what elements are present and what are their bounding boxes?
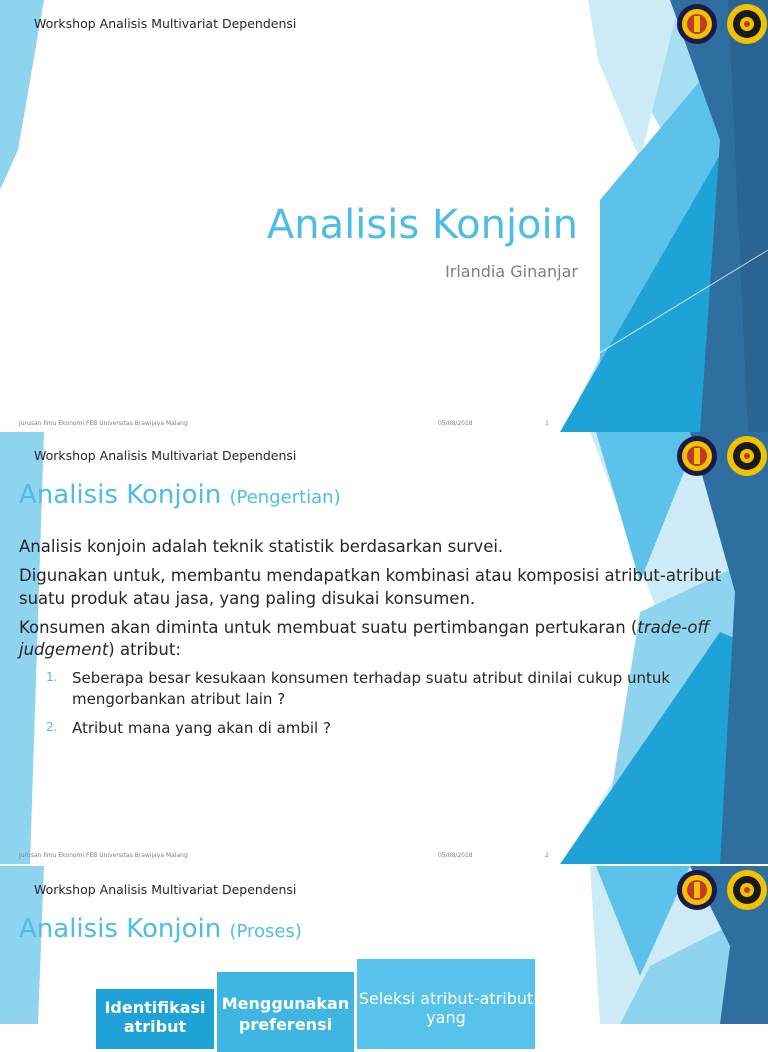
list-number: 1. bbox=[46, 670, 58, 685]
slide-proses bbox=[0, 866, 768, 1036]
footer-date: 05/08/2018 bbox=[438, 420, 473, 427]
slide-heading-main: Analisis Konjoin bbox=[19, 480, 222, 510]
university-seal-left-icon bbox=[676, 435, 718, 477]
slide-header: Workshop Analisis Multivariat Dependensi bbox=[34, 882, 297, 897]
list-item bbox=[19, 668, 749, 709]
list-text: Atribut mana yang akan di ambil ? bbox=[72, 718, 331, 737]
process-step-box: Menggunakan preferensi bbox=[217, 972, 354, 1052]
body-paragraph: Analisis konjoin adalah teknik statistik berdasarkan survei. bbox=[19, 537, 504, 556]
logo-group bbox=[676, 3, 768, 45]
list-item bbox=[19, 718, 749, 739]
process-step-box: Seleksi atribut-atribut yang bbox=[357, 959, 535, 1049]
slide-pengertian bbox=[0, 432, 768, 864]
logo-group bbox=[676, 435, 768, 477]
slide-body bbox=[19, 536, 749, 746]
university-seal-left-icon bbox=[676, 3, 718, 45]
slide-heading-main: Analisis Konjoin bbox=[19, 914, 222, 944]
footer-date: 05/08/2018 bbox=[438, 852, 473, 859]
logo-group bbox=[676, 869, 768, 911]
slide-heading bbox=[19, 914, 302, 944]
slide-number: 2 bbox=[545, 852, 549, 859]
slide-heading-paren: (Pengertian) bbox=[229, 487, 341, 508]
numbered-list bbox=[19, 668, 749, 738]
university-seal-right-icon bbox=[726, 869, 768, 911]
presenter-name: Irlandia Ginanjar bbox=[445, 262, 578, 281]
body-paragraph: Digunakan untuk, membantu mendapatkan kombinasi atau komposisi atribut-atribut suatu produk atau jasa, yang paling disukai konsumen. bbox=[19, 566, 722, 608]
slide-heading bbox=[19, 480, 341, 510]
slide-title bbox=[0, 0, 768, 432]
slide-header: Workshop Analisis Multivariat Dependensi bbox=[34, 448, 297, 463]
university-seal-left-icon bbox=[676, 869, 718, 911]
presentation-title: Analisis Konjoin bbox=[266, 202, 578, 248]
university-seal-right-icon bbox=[726, 3, 768, 45]
slide-heading-paren: (Proses) bbox=[229, 921, 302, 942]
list-text: Seberapa besar kesukaan konsumen terhadap suatu atribut dinilai cukup untuk mengorbankan atribut lain ? bbox=[72, 669, 671, 709]
paragraph-emphasis: trade-off judgement bbox=[19, 617, 710, 660]
body-paragraph bbox=[19, 617, 749, 662]
footer-institution: Jurusan Ilmu Ekonomi FEB Universitas Brawijaya Malang bbox=[19, 852, 188, 859]
slide-header: Workshop Analisis Multivariat Dependensi bbox=[34, 16, 297, 31]
process-step-box: Identifikasi atribut bbox=[96, 989, 214, 1049]
university-seal-right-icon bbox=[726, 435, 768, 477]
footer-institution: Jurusan Ilmu Ekonomi FEB Universitas Brawijaya Malang bbox=[19, 420, 188, 427]
paragraph-text: ) atribut: bbox=[108, 640, 181, 660]
slide-number: 1 bbox=[545, 420, 549, 427]
paragraph-text: Konsumen akan diminta untuk membuat suatu pertimbangan pertukaran ( bbox=[19, 617, 638, 637]
list-number: 2. bbox=[46, 719, 58, 734]
